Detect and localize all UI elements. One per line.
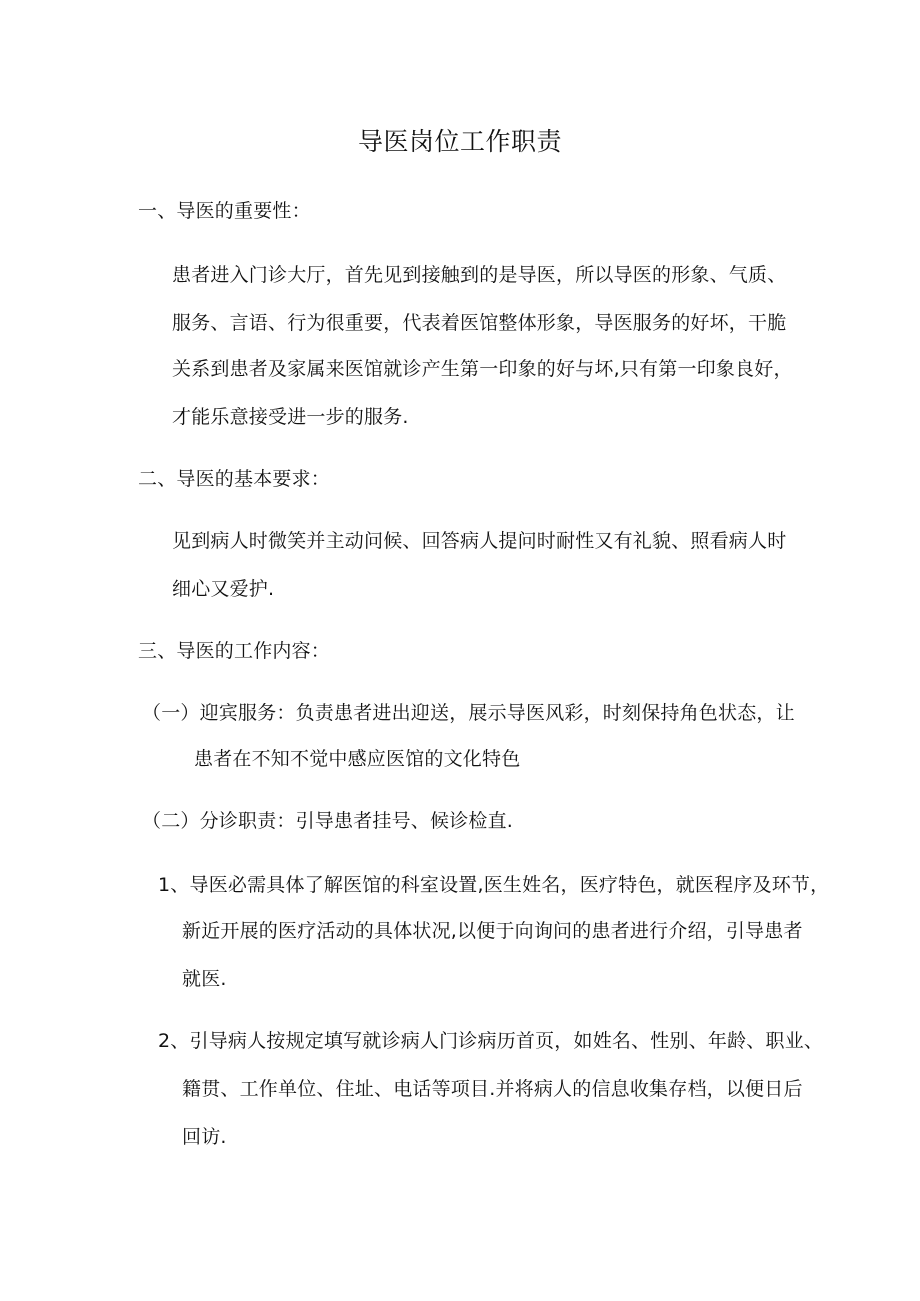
- section-heading: 一、导医的重要性：: [138, 200, 311, 222]
- list-item-line: 回访.: [182, 1126, 227, 1148]
- paragraph-line: 见到病人时微笑并主动问候、回答病人提问时耐性又有礼貌、照看病人时: [172, 530, 787, 552]
- document-title: 导医岗位工作职责: [357, 127, 562, 156]
- subsection-line: （一）迎宾服务：负责患者进出迎送，展示导医风彩，时刻保持角色状态，让: [142, 702, 795, 724]
- section-heading: 三、导医的工作内容：: [138, 640, 331, 662]
- list-item-line: 籍贯、工作单位、住址、电话等项目.并将病人的信息收集存档，以便日后: [182, 1078, 803, 1100]
- subsection-line: 患者在不知不觉中感应医馆的文化特色: [194, 748, 521, 770]
- paragraph-line: 细心又爱护.: [172, 578, 275, 600]
- subsection-heading: （二）分诊职责：引导患者挂号、候诊检直.: [142, 810, 514, 832]
- list-item-line: 2、引导病人按规定填写就诊病人门诊病历首页，如姓名、性别、年龄、职业、: [158, 1030, 824, 1052]
- paragraph-line: 才能乐意接受进一步的服务.: [172, 406, 409, 428]
- section-heading: 二、导医的基本要求：: [138, 468, 331, 490]
- paragraph-line: 服务、言语、行为很重要，代表着医馆整体形象，导医服务的好坏，干脆: [172, 312, 787, 334]
- list-item-line: 1、导医必需具体了解医馆的科室设置,医生姓名，医疗特色，就医程序及环节，: [158, 874, 830, 896]
- list-item-line: 就医.: [182, 968, 227, 990]
- paragraph-line: 关系到患者及家属来医馆就诊产生第一印象的好与坏,只有第一印象良好，: [172, 358, 793, 380]
- list-item-line: 新近开展的医疗活动的具体状况,以便于向询问的患者进行介绍，引导患者: [182, 920, 803, 942]
- paragraph-line: 患者进入门诊大厅，首先见到接触到的是导医，所以导医的形象、气质、: [172, 264, 787, 286]
